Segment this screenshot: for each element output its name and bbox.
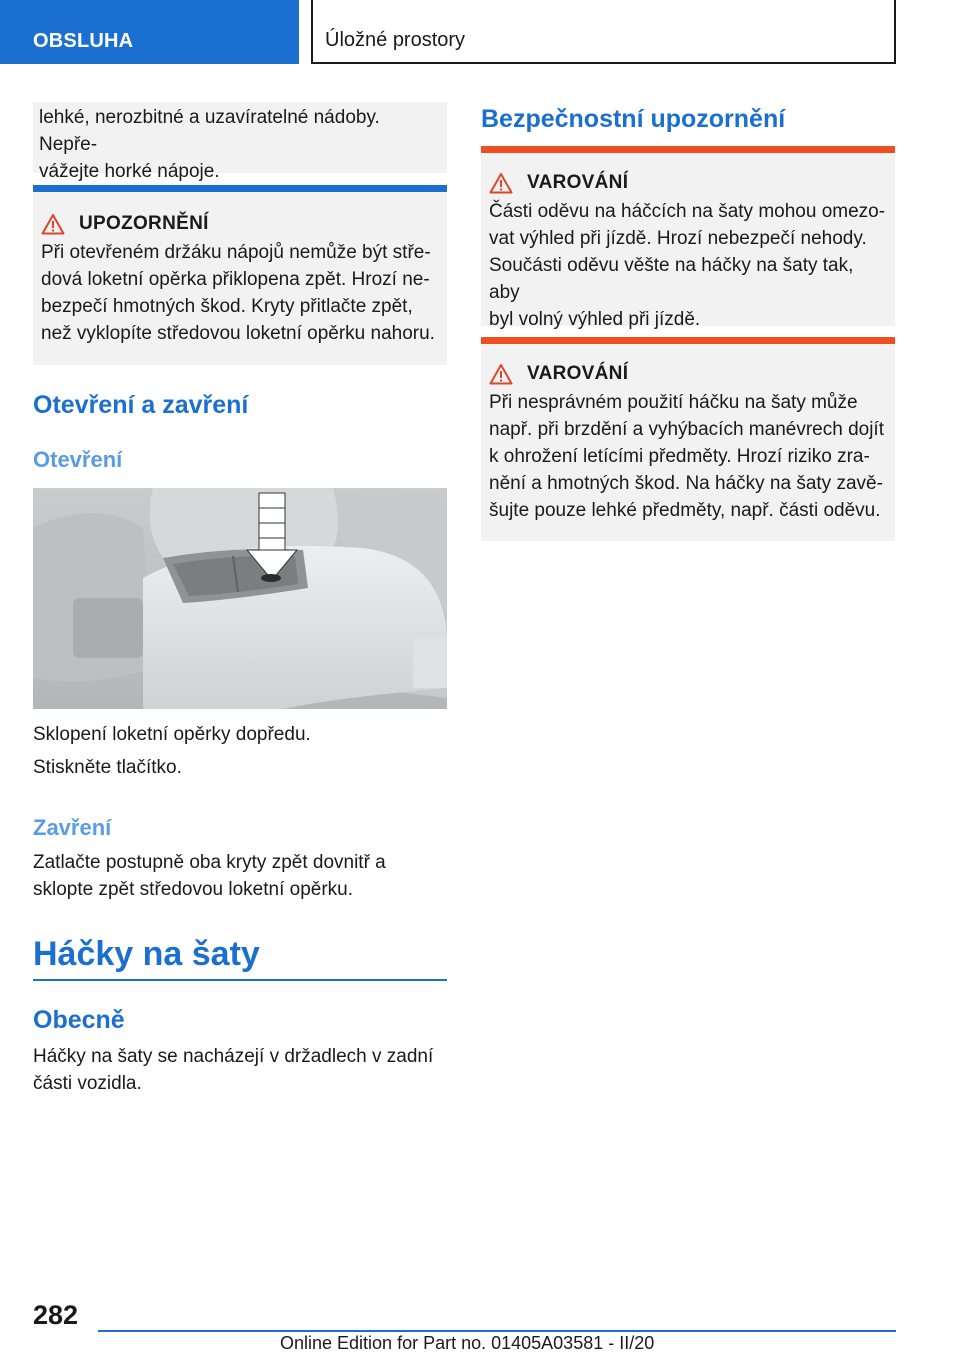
section-title-open-close: Otevření a zavření	[33, 391, 249, 419]
warning1-line-3: Součásti oděvu věšte na háčky na šaty tak, aby	[489, 255, 854, 303]
subheading-close: Zavření	[33, 815, 112, 840]
notice-line-4: než vyklopíte středovou loketní opěrku nahoru.	[41, 323, 435, 344]
warning2-line-4: nění a hmotných škod. Na háčky na šaty zavě-	[489, 473, 883, 494]
close-line-1: Zatlačte postupně oba kryty zpět dovnitř a	[33, 852, 386, 873]
subheading-general: Obecně	[33, 1006, 125, 1034]
warning-title-1: VAROVÁNÍ	[527, 172, 629, 193]
page-number: 282	[33, 1300, 79, 1330]
section-title-safety: Bezpečnostní upozornění	[481, 105, 786, 133]
close-line-2: sklopte zpět středovou loketní opěrku.	[33, 879, 354, 900]
notice-header	[41, 213, 439, 235]
notice-line-2: dová loketní opěrka přiklopena zpět. Hrozí ne-	[41, 269, 430, 290]
general-line-1: Háčky na šaty se nacházejí v držadlech v zadní	[33, 1046, 434, 1067]
warning-bar-2	[481, 337, 895, 344]
footer-rule	[98, 1330, 896, 1332]
warning1-line-2: vat výhled při jízdě. Hrozí nebezpečí nehody.	[489, 228, 867, 249]
page-topic-tab	[311, 0, 896, 64]
warning-box-2	[481, 337, 895, 541]
warning-triangle-icon	[41, 213, 65, 235]
subheading-open: Otevření	[33, 447, 123, 472]
warning1-line-1: Části oděvu na háčcích na šaty mohou omezo-	[489, 201, 886, 222]
warning-header-1	[489, 172, 887, 194]
armrest-illustration	[33, 488, 447, 709]
warning-box-1	[481, 146, 895, 330]
armrest-photo	[33, 488, 447, 709]
general-line-2: části vozidla.	[33, 1073, 142, 1094]
warning-title-2: VAROVÁNÍ	[527, 363, 629, 384]
page-topic: Úložné prostory	[325, 29, 466, 51]
warning2-line-5: šujte pouze lehké předměty, např. části oděvu.	[489, 500, 881, 521]
warning-triangle-icon	[489, 172, 513, 194]
chapter-title: Háčky na šaty	[33, 935, 260, 973]
intro-line-1: lehké, nerozbitné a uzavíratelné nádoby. Nepře-	[39, 107, 380, 155]
warning-header-2	[489, 363, 887, 385]
warning2-line-3: k ohrožení letícími předměty. Hrozí riziko zra-	[489, 446, 870, 467]
intro-box	[33, 102, 447, 182]
notice-title: UPOZORNĚNÍ	[79, 213, 209, 234]
notice-bar	[33, 185, 447, 192]
warning2-line-1: Při nesprávném použití háčku na šaty může	[489, 392, 858, 413]
open-step-2: Stiskněte tlačítko.	[33, 757, 182, 778]
open-step-1: Sklopení loketní opěrky dopředu.	[33, 724, 311, 745]
section-tab	[0, 0, 299, 64]
section-label: OBSLUHA	[33, 30, 134, 52]
warning1-line-4: byl volný výhled při jízdě.	[489, 309, 701, 330]
notice-line-1: Při otevřeném držáku nápojů nemůže být stře-	[41, 242, 431, 263]
warning2-line-2: např. při brzdění a vyhýbacích manévrech dojít	[489, 419, 884, 440]
notice-box	[33, 185, 447, 365]
warning-triangle-icon	[489, 363, 513, 385]
intro-line-2: vážejte horké nápoje.	[39, 161, 220, 182]
notice-line-3: bezpečí hmotných škod. Kryty přitlačte zpět,	[41, 296, 413, 317]
edition-text: Online Edition for Part no. 01405A03581 - II/20	[280, 1333, 655, 1353]
warning-bar-1	[481, 146, 895, 153]
chapter-rule	[33, 979, 447, 981]
